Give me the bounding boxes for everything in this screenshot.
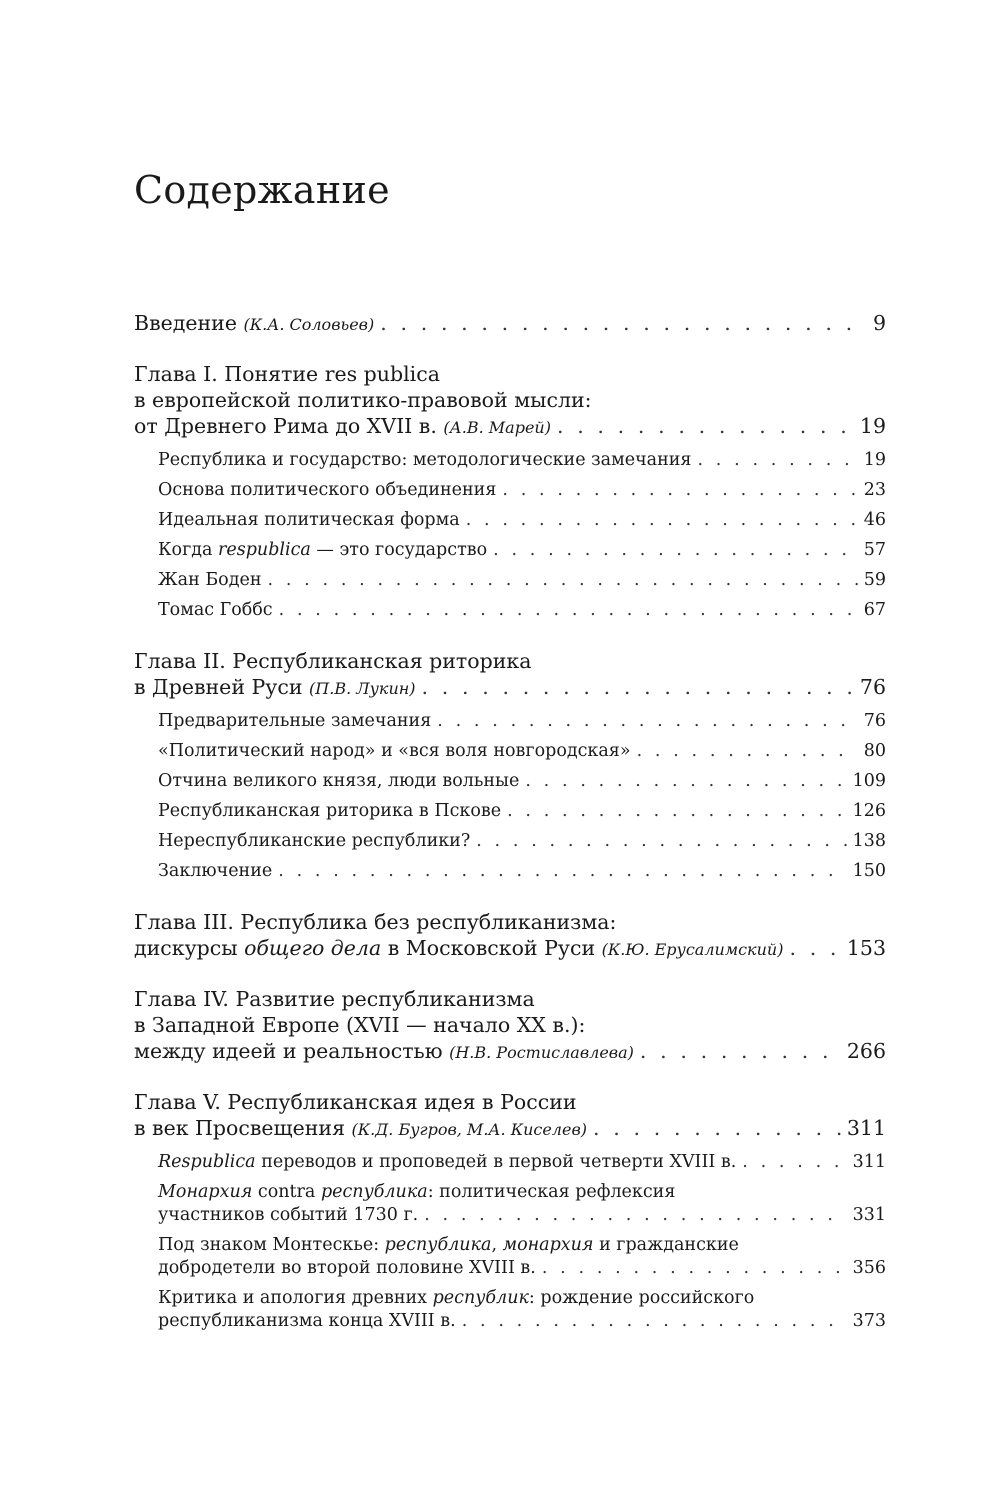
toc-section-title: Заключение <box>158 861 273 881</box>
toc-section-title: Идеальная политическая форма <box>158 510 460 530</box>
toc-section-title: Республика и государство: методологические замечания <box>158 450 692 470</box>
toc-section[interactable] <box>134 766 886 796</box>
toc-section[interactable] <box>134 1177 886 1227</box>
leader-dots <box>593 1115 841 1141</box>
toc-entry-author: К.А. Соловьев <box>249 315 368 334</box>
toc-section-title: Основа политического объединения <box>158 480 497 500</box>
leader-dots <box>525 766 846 796</box>
toc-page-number: 331 <box>852 1205 886 1225</box>
leader-dots <box>279 595 858 625</box>
toc-page-number: 57 <box>863 540 886 560</box>
leader-dots <box>278 856 846 886</box>
leader-dots <box>466 505 858 535</box>
toc-page-number: 59 <box>863 570 886 590</box>
toc-section-title: республиканизма конца XVIII в. <box>158 1311 456 1331</box>
toc-section[interactable] <box>134 1283 886 1333</box>
leader-dots <box>437 706 857 736</box>
leader-dots <box>502 475 857 505</box>
toc-page-number: 311 <box>852 1152 886 1172</box>
toc-section[interactable] <box>134 706 886 736</box>
toc-chapter-2[interactable]: Глава II. Республиканская риторика в Древней Руси (П.В. Лукин) . . . 76 <box>134 648 886 702</box>
toc-page-number: 23 <box>863 480 886 500</box>
toc-section[interactable] <box>134 565 886 595</box>
toc-page-number: 19 <box>859 414 886 438</box>
toc-entry-author: А.В. Марей <box>449 418 545 437</box>
leader-dots <box>637 736 858 766</box>
toc-chapter-title-line: в век Просвещения <box>134 1116 346 1140</box>
toc-section-title: Критика и апология древних республик: рождение российского <box>158 1288 755 1308</box>
toc-section-title: «Политический народ» и «вся воля новгородская» <box>158 741 631 761</box>
leader-dots <box>268 565 858 595</box>
toc-page-number: 67 <box>863 600 886 620</box>
toc-section[interactable] <box>134 856 886 886</box>
toc-entry-author: П.В. Лукин <box>315 679 410 698</box>
toc-section-title: Жан Боден <box>158 570 262 590</box>
toc-section-title: Под знаком Монтескье: республика, монархия и гражданские <box>158 1235 739 1255</box>
toc-introduction[interactable]: Введение (К.А. Соловьев) . . . 9 <box>134 310 886 338</box>
toc-page-number: 266 <box>846 1039 886 1063</box>
table-of-contents <box>134 310 886 1333</box>
toc-section-title: Когда respublica — это государство <box>158 540 488 560</box>
toc-page-number: 76 <box>863 711 886 731</box>
leader-dots <box>507 796 847 826</box>
toc-chapter-title-line: Глава III. Республика без республиканизма: <box>134 910 617 934</box>
toc-chapter-4[interactable]: Глава IV. Развитие республиканизма в Западной Европе (XVII — начало XX в.): между идеей и реальностью (Н.В. Ростиславлева) . . . 266 <box>134 986 886 1066</box>
toc-page-number: 46 <box>863 510 886 530</box>
toc-section[interactable] <box>134 595 886 625</box>
toc-chapter-title-line: Глава IV. Развитие республиканизма <box>134 987 535 1011</box>
toc-section-title: Томас Гоббс <box>158 600 273 620</box>
leader-dots <box>493 535 858 565</box>
toc-page-number: 19 <box>863 450 886 470</box>
leader-dots <box>789 935 840 961</box>
leader-dots <box>462 1310 847 1333</box>
leader-dots <box>476 826 846 856</box>
toc-page-number: 76 <box>859 675 886 699</box>
toc-section-title: Монархия contra республика: политическая рефлексия <box>158 1182 676 1202</box>
toc-section-title: добродетели во второй половине XVIII в. <box>158 1258 536 1278</box>
toc-section[interactable] <box>134 1147 886 1177</box>
toc-chapter-title-line: в Западной Европе (XVII — начало XX в.): <box>134 1013 586 1037</box>
toc-section-title: Отчина великого князя, люди вольные <box>158 771 520 791</box>
leader-dots <box>742 1147 846 1177</box>
toc-page-number: 126 <box>852 801 886 821</box>
toc-section[interactable] <box>134 535 886 565</box>
toc-page-number: 373 <box>852 1311 886 1331</box>
leader-dots <box>697 445 857 475</box>
leader-dots <box>640 1038 841 1064</box>
toc-page-number: 109 <box>852 771 886 791</box>
page-title: Содержание <box>134 168 390 212</box>
leader-dots <box>557 413 854 439</box>
leader-dots <box>380 310 867 336</box>
toc-section[interactable] <box>134 1230 886 1280</box>
toc-chapter-title-line: дискурсы общего дела в Московской Руси <box>134 936 596 960</box>
toc-chapter-title-line: в Древней Руси <box>134 675 303 699</box>
toc-chapter-5[interactable]: Глава V. Республиканская идея в России в век Просвещения (К.Д. Бугров, М.А. Киселев) . . . 311 <box>134 1089 886 1143</box>
toc-page-number: 138 <box>852 831 886 851</box>
toc-chapter-title-line: Глава II. Республиканская риторика <box>134 649 532 673</box>
toc-page-number: 80 <box>863 741 886 761</box>
toc-chapter-title-line: в европейской политико-правовой мысли: <box>134 388 592 412</box>
toc-section-title: Предварительные замечания <box>158 711 432 731</box>
toc-section-title: Respublica переводов и проповедей в первой четверти XVIII в. <box>158 1152 737 1172</box>
toc-page-number: 153 <box>846 936 886 960</box>
toc-entry-author: К.Ю. Ерусалимский <box>607 940 778 959</box>
toc-section[interactable] <box>134 445 886 475</box>
toc-entry-author: Н.В. Ростиславлева <box>455 1043 628 1062</box>
leader-dots <box>422 674 854 700</box>
toc-section[interactable] <box>134 736 886 766</box>
leader-dots <box>424 1204 846 1227</box>
toc-page-number: 150 <box>852 861 886 881</box>
leader-dots <box>542 1257 847 1280</box>
toc-section[interactable] <box>134 826 886 856</box>
toc-section-title: участников событий 1730 г. <box>158 1205 419 1225</box>
toc-section[interactable] <box>134 475 886 505</box>
toc-chapter-title-line: от Древнего Рима до XVII в. <box>134 414 437 438</box>
toc-page-number: 9 <box>872 311 886 335</box>
toc-page-number: 356 <box>852 1258 886 1278</box>
toc-chapter-1[interactable]: Глава I. Понятие res publica в европейской политико-правовой мысли: от Древнего Рима до XVII в. (А.В. Марей) . . . 19 <box>134 361 886 441</box>
toc-chapter-title-line: между идеей и реальностью <box>134 1039 443 1063</box>
toc-entry-title: Введение <box>134 311 237 335</box>
toc-chapter-title-line: Глава V. Республиканская идея в России <box>134 1090 577 1114</box>
toc-chapter-title-line: Глава I. Понятие res publica <box>134 362 440 386</box>
toc-chapter-3[interactable]: Глава III. Республика без республиканизма: дискурсы общего дела в Московской Руси (К.Ю. Ерусалимский) . . . 153 <box>134 909 886 963</box>
toc-section-title: Республиканская риторика в Пскове <box>158 801 502 821</box>
toc-page-number: 311 <box>846 1116 886 1140</box>
toc-section-title: Нереспубликанские республики? <box>158 831 471 851</box>
toc-section[interactable] <box>134 505 886 535</box>
toc-entry-author: К.Д. Бугров, М.А. Киселев <box>357 1120 581 1139</box>
toc-section[interactable] <box>134 796 886 826</box>
